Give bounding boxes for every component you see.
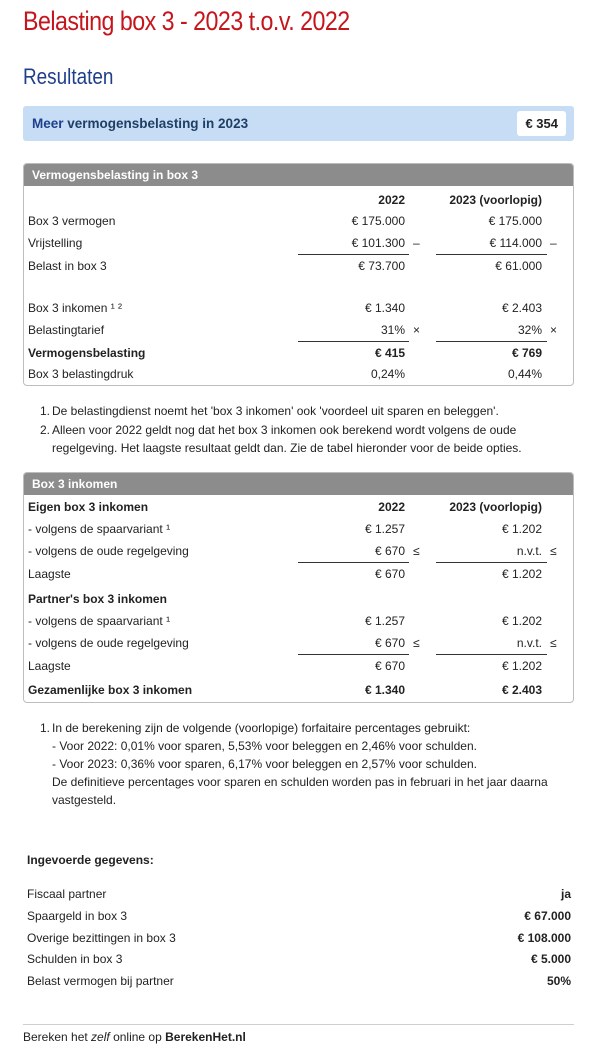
col-2023: 2023 (voorlopig) [449, 500, 542, 514]
table-row [24, 343, 573, 363]
row-value-2023: € 769 [511, 346, 542, 360]
input-value: € 108.000 [517, 931, 571, 945]
footer [23, 1030, 246, 1044]
operator: ≤ [550, 544, 557, 558]
sum-line [436, 254, 547, 255]
footnote-text: De belastingdienst noemt het 'box 3 inkomen' ook 'voordeel uit sparen en beleggen'. [52, 404, 499, 418]
row-value-2022: € 1.257 [364, 522, 405, 536]
row-value-2023: € 114.000 [489, 236, 542, 250]
input-value: € 5.000 [530, 952, 571, 966]
page-title: Belasting box 3 - 2023 t.o.v. 2022 [23, 6, 350, 36]
row-value-2022: € 1.257 [364, 614, 405, 628]
row-value-2023: 0,44% [507, 367, 542, 381]
sum-line [436, 654, 547, 655]
table-row [24, 519, 573, 539]
table-row [24, 564, 573, 584]
operator: ≤ [550, 636, 557, 650]
row-value-2022: € 670 [374, 636, 405, 650]
row-value-2022: € 1.340 [364, 301, 405, 315]
row-label: Belast in box 3 [28, 259, 107, 273]
section-heading [24, 497, 573, 517]
input-label: Overige bezittingen in box 3 [27, 931, 176, 945]
row-value-2022: € 670 [374, 544, 405, 558]
table-row [24, 541, 573, 561]
table-row [24, 320, 573, 340]
table-header: Vermogensbelasting in box 3 [24, 164, 573, 186]
footer-divider [23, 1024, 574, 1025]
row-value-2023: € 1.202 [501, 522, 542, 536]
row-label: - volgens de oude regelgeving [28, 544, 189, 558]
operator: – [550, 236, 557, 250]
row-value-2022: € 1.340 [364, 683, 405, 697]
partner-inkomen-title: Partner's box 3 inkomen [28, 592, 167, 606]
row-label: - volgens de oude regelgeving [28, 636, 189, 650]
row-label: Gezamenlijke box 3 inkomen [28, 683, 193, 697]
section-title-resultaten: Resultaten [23, 64, 114, 89]
sum-line [436, 341, 547, 342]
total-row [24, 680, 573, 700]
table-row [24, 233, 573, 253]
table-row [24, 611, 573, 631]
row-label: Laagste [28, 659, 71, 673]
row-value-2023: n.v.t. [516, 636, 542, 650]
banner-label-highlight: Meer [32, 116, 64, 131]
footnote-text: regelgeving. Het laagste resultaat geldt dan. Zie de tabel hieronder voor de beide opties. [52, 441, 522, 455]
sum-line [298, 341, 409, 342]
row-label: Vermogensbelasting [28, 346, 146, 360]
table-row [24, 364, 573, 384]
input-value: ja [560, 887, 571, 901]
banner-label-rest: vermogensbelasting in 2023 [63, 116, 249, 131]
input-label: Belast vermogen bij partner [27, 974, 174, 988]
table-row [24, 656, 573, 676]
row-value-2022: € 415 [374, 346, 405, 360]
row-label: Box 3 vermogen [28, 214, 116, 228]
footnote-number: 2. [40, 423, 51, 437]
footnote-text: vastgesteld. [52, 793, 117, 807]
section-heading [24, 589, 573, 609]
operator: – [413, 236, 420, 250]
row-value-2023: € 61.000 [495, 259, 542, 273]
table-row [24, 298, 573, 318]
row-label: Vrijstelling [28, 236, 83, 250]
footnote-text: De definitieve percentages voor sparen en schulden worden pas in februari in het jaar daarna [52, 775, 548, 789]
col-2022: 2022 [378, 500, 405, 514]
operator: ≤ [413, 636, 420, 650]
row-value-2022: € 73.700 [358, 259, 405, 273]
row-value-2023: € 1.202 [501, 567, 542, 581]
footer-text: online op [109, 1030, 166, 1044]
row-label: Laagste [28, 567, 71, 581]
row-value-2023: € 2.403 [501, 301, 542, 315]
sum-line [436, 562, 547, 563]
column-headers [24, 190, 573, 210]
row-value-2022: € 175.000 [351, 214, 405, 228]
footnotes [40, 402, 580, 458]
footnote-number: 1. [40, 404, 51, 418]
row-value-2023: 32% [517, 323, 542, 337]
table-header: Box 3 inkomen [24, 473, 573, 495]
footer-text: Bereken het [23, 1030, 92, 1044]
table-row [24, 633, 573, 653]
result-banner [23, 106, 574, 141]
input-label: Schulden in box 3 [27, 952, 123, 966]
operator: ≤ [413, 544, 420, 558]
operator: × [413, 323, 421, 337]
sum-line [298, 254, 409, 255]
row-value-2022: € 670 [374, 567, 405, 581]
row-label: - volgens de spaarvariant ¹ [28, 614, 171, 628]
input-summary-row [27, 906, 571, 926]
table-row [24, 211, 573, 231]
table-row [24, 256, 573, 276]
footnote-text: - Voor 2023: 0,36% voor sparen, 6,17% voor beleggen en 2,57% voor schulden. [52, 757, 477, 771]
footnote-text: Alleen voor 2022 geldt nog dat het box 3 inkomen ook berekend wordt volgens de oude [52, 423, 517, 437]
row-value-2023: € 1.202 [501, 659, 542, 673]
row-value-2022: € 101.300 [351, 236, 405, 250]
sum-line [298, 654, 409, 655]
row-label: Belastingtarief [28, 323, 105, 337]
vermogensbelasting-table [23, 163, 574, 386]
footnotes [40, 719, 580, 811]
input-label: Spaargeld in box 3 [27, 909, 128, 923]
row-value-2022: 0,24% [370, 367, 405, 381]
sum-line [298, 562, 409, 563]
input-summary-row [27, 971, 571, 991]
banner-value: € 354 [517, 111, 566, 136]
box3-inkomen-table [23, 472, 574, 703]
row-value-2022: € 670 [374, 659, 405, 673]
row-value-2023: € 2.403 [501, 683, 542, 697]
input-value: 50% [546, 974, 571, 988]
operator: × [550, 323, 558, 337]
row-label: Box 3 inkomen ¹ ² [28, 301, 123, 315]
banner-label [32, 116, 248, 131]
footnote-number: 1. [40, 721, 51, 735]
input-summary-row [27, 928, 571, 948]
row-value-2023: € 1.202 [501, 614, 542, 628]
row-label: - volgens de spaarvariant ¹ [28, 522, 171, 536]
col-2022: 2022 [378, 193, 405, 207]
inputs-title: Ingevoerde gegevens: [27, 853, 154, 867]
footer-site-link[interactable]: BerekenHet.nl [165, 1030, 246, 1044]
row-value-2022: 31% [380, 323, 405, 337]
input-label: Fiscaal partner [27, 887, 107, 901]
row-label: Box 3 belastingdruk [28, 367, 134, 381]
row-value-2023: € 175.000 [488, 214, 542, 228]
eigen-inkomen-title: Eigen box 3 inkomen [28, 500, 149, 514]
footnote-text: - Voor 2022: 0,01% voor sparen, 5,53% voor beleggen en 2,46% voor schulden. [52, 739, 477, 753]
row-value-2023: n.v.t. [516, 544, 542, 558]
col-2023: 2023 (voorlopig) [449, 193, 542, 207]
footnote-text: In de berekening zijn de volgende (voorlopige) forfaitaire percentages gebruikt: [52, 721, 471, 735]
input-summary-row [27, 949, 571, 969]
input-value: € 67.000 [524, 909, 571, 923]
input-summary-row [27, 884, 571, 904]
footer-emphasis: zelf [91, 1030, 110, 1044]
